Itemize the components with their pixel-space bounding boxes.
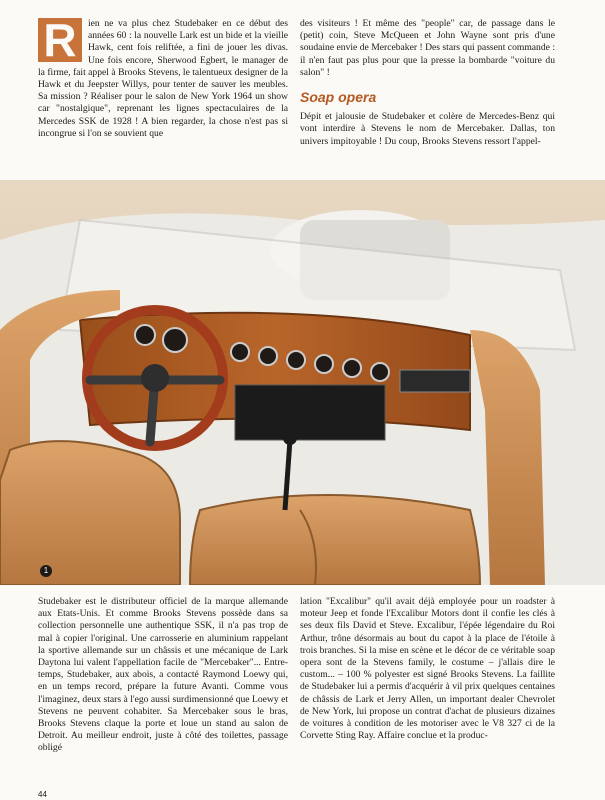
section-subheading: Soap opera	[300, 89, 377, 106]
article-column-1	[38, 14, 288, 140]
column-2-text-b: Dépit et jalousie de Studebaker et colère de Mercedes-Benz qui vont interdire à Stevens le nom de Mercebaker. Dallas, ton univers impitoyable ! Du coup, Brooks Stevens ressort l'appel-	[300, 111, 555, 147]
column-2-text: des visiteurs ! Et même des "people" car, de passage dans le (petit) coin, Steve McQueen et John Wayne sont pris d'une soudaine envie de Mercebaker ! Des stars qui passent commande : il n'en faut pas plus pour que la presse la bombarde "voiture du salon" !	[300, 18, 555, 78]
article-column-4	[300, 596, 555, 742]
article-column-2	[300, 18, 555, 148]
column-1-text: ien ne va plus chez Studebaker en ce début des années 60 : la nouvelle Lark est un bide et la vieille Hawk, cent fois reliftée, a fini de jouer les divas. Une fois encore, Sherwood Egbert, le manager de la firme, fait appel à Brooks Stevens, le talentueux designer de la Hawk et du Jeepster Willys, pour tenter de sauver les meubles. Sa mission ? Réaliser pour le salon de New York 1964 un show car "nostalgique", reprenant les lignes spectaculaires de la Mercedes SSK de 1928 ! A bien regarder, la chose n'est pas si incongrue si l'on se souvient que	[38, 18, 288, 139]
article-column-3	[38, 596, 288, 755]
photo-caption-number: 1	[40, 565, 52, 577]
page-number: 44	[38, 790, 47, 799]
column-4-text: lation "Excalibur" qu'il avait déjà employée pour un roadster à moteur Jeep et fonde l'Excalibur Motors dont il confie les clés à ses deux fils David et Steve. Excalibur, l'épée légendaire du Roi Arthur, trône désormais au bout du capot à la place de l'étoile à trois branches. Si la mise en scène et le décor de ce véritable soap opera sont de la Stevens family, le costume – j'allais dire le custom... – 100 % polyester est signé Brooks Stevens. La faillite de Studebaker lui a permis d'acquérir à vil prix quelques centaines de châssis de Lark et Jerry Allen, un important dealer Chevrolet de New York, lui propose un contrat d'achat de plusieurs dizaines de voitures à condition de les motoriser avec le V8 327 ci de la Corvette Sting Ray. Affaire conclue et la produc-	[300, 596, 555, 742]
car-interior-illustration	[0, 180, 605, 585]
car-interior-photo	[0, 180, 605, 585]
drop-cap: R	[38, 18, 82, 62]
column-3-text: Studebaker est le distributeur officiel de la marque allemande aux Etats-Unis. Et comme Brooks Stevens possède dans sa collection personnelle une authentique SSK, il n'a pas trop de mal à copier l'original. Une carrosserie en aluminium rappelant la sportive allemande sur un châssis et une mécanique de Lark Daytona lui valent l'appellation facile de "Mercebaker"... Entre-temps, Studebaker, aux abois, a contacté Raymond Loewy qui, en un temps record, prépare la future Avanti. Comme vous l'imaginez, deux stars à l'ego aussi surdimensionné que Loewy et Stevens ne peuvent cohabiter. Sa Mercebaker sous le bras, Brooks Stevens claque la porte et loue un stand au salon de Detroit. Au meilleur endroit, juste à côté des toilettes, passage obligé	[38, 596, 288, 754]
